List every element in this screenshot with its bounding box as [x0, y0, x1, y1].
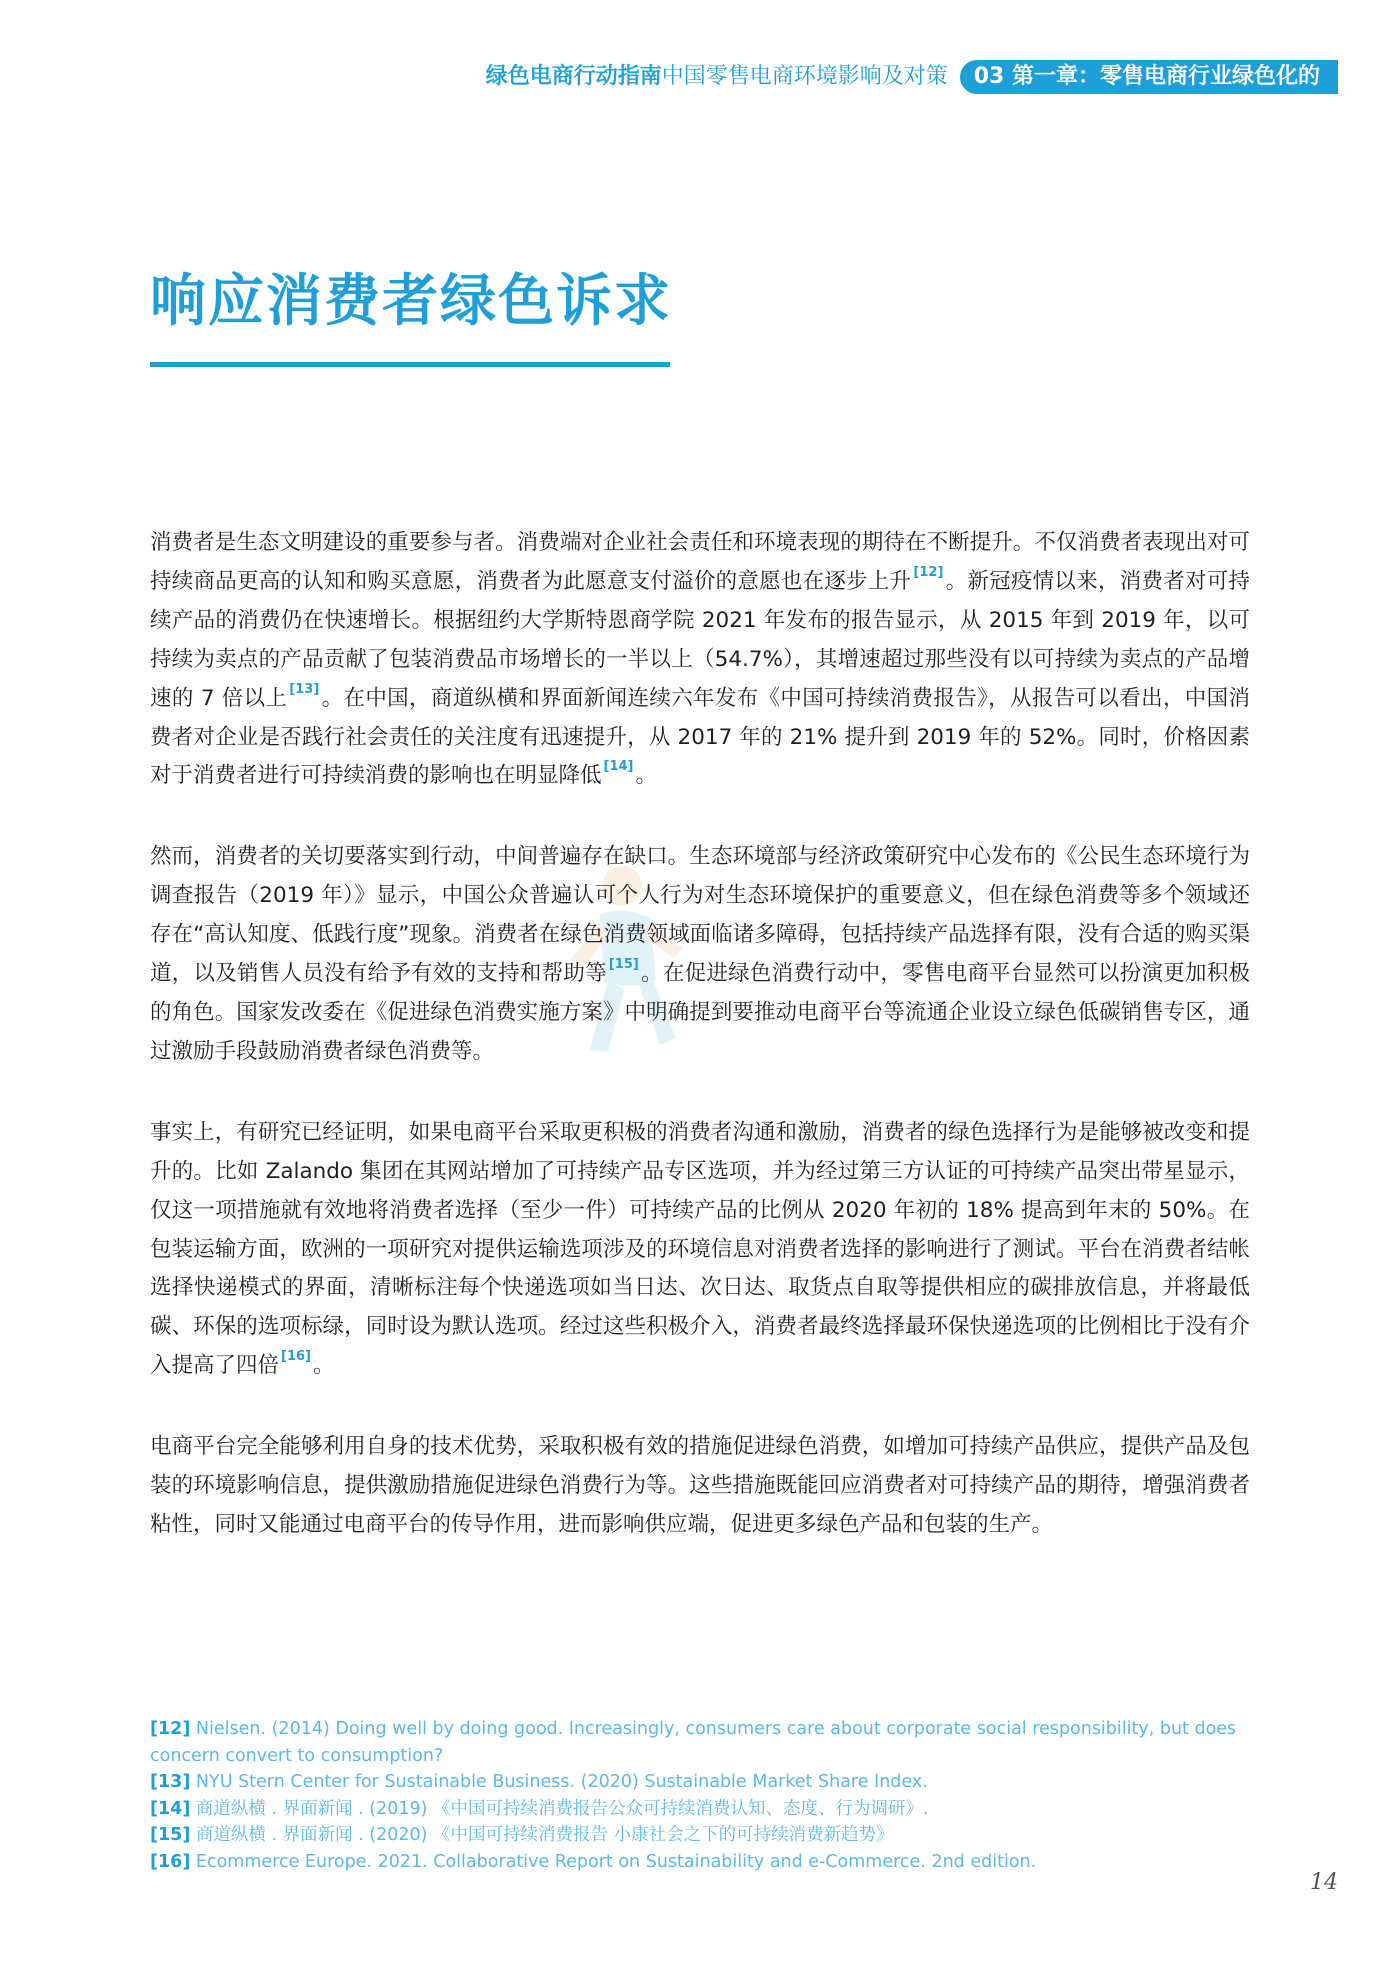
footnote-text: 商道纵横 . 界面新闻 . (2020) 《中国可持续消费报告 小康社会之下的可持续消费新趋势》 — [190, 1825, 894, 1845]
footnote-text: Ecommerce Europe. 2021. Collaborative Report on Sustainability and e-Commerce. 2nd edition. — [190, 1851, 1037, 1872]
footnote-item — [150, 1769, 1260, 1796]
paragraph-text: 。新冠疫情以来，消费者对可持续产品的消费仍在快速增长。根据纽约大学斯特恩商学院 2021 年发布的报告显示，从 2015 年到 2019 年，以可持续为卖点的产品贡献了包装消费品市场增长的一半以上（54.7%），其增速超过那些没有以可持续为卖点的产品增速的 7 倍以上 — [150, 568, 1250, 711]
footnote-number: [15] — [150, 1825, 191, 1845]
footnote-text: Nielsen. (2014) Doing well by doing good. Increasingly, consumers care about corporate social responsibility, but does concern convert to consumption? — [150, 1719, 1237, 1766]
footnote-number: [12] — [150, 1719, 191, 1739]
paragraph-text: 。 — [313, 1353, 335, 1379]
footnote-reference[interactable]: [12] — [913, 564, 944, 580]
page-number: 14 — [1310, 1870, 1338, 1895]
footnote-number: [13] — [150, 1772, 191, 1792]
paragraph-2 — [150, 838, 1250, 1071]
header-chapter-badge: 03 第一章：零售电商行业绿色化的 — [960, 60, 1338, 94]
footnote-reference[interactable]: [15] — [608, 957, 639, 973]
title-underline — [150, 362, 670, 367]
paragraph-text: 。在中国，商道纵横和界面新闻连续六年发布《中国可持续消费报告》，从报告可以看出，中国消费者对企业是否践行社会责任的关注度有迅速提升，从 2017 年的 21% 提升到 2019 年的 52%。同时，价格因素对于消费者进行可持续消费的影响也在明显降低 — [150, 685, 1250, 789]
footnote-item — [150, 1796, 1260, 1823]
paragraph-text: 事实上，有研究已经证明，如果电商平台采取更积极的消费者沟通和激励，消费者的绿色选择行为是能够被改变和提升的。比如 Zalando 集团在其网站增加了可持续产品专区选项，并为经过第三方认证的可持续产品突出带星显示，仅这一项措施就有效地将消费者选择（至少一件）可持续产品的比例从 2020 年初的 18% 提高到年末的 50%。在包装运输方面，欧洲的一项研究对提供运输选项涉及的环境信息对消费者选择的影响进行了测试。平台在消费者结帐选择快递模式的界面，清晰标注每个快递选项如当日达、次日达、取货点自取等提供相应的碳排放信息，并将最低碳、环保的选项标绿，同时设为默认选项。经过这些积极介入，消费者最终选择最环保快递选项的比例相比于没有介入提高了四倍 — [150, 1119, 1250, 1379]
page-title: 响应消费者绿色诉求 — [150, 269, 672, 334]
footnote-item — [150, 1849, 1260, 1876]
footnote-text: 商道纵横 . 界面新闻 . (2019) 《中国可持续消费报告公众可持续消费认知、态度、行为调研》. — [190, 1798, 929, 1819]
footnote-item — [150, 1822, 1260, 1849]
paragraph-text: 。 — [635, 763, 658, 789]
paragraph-text: 消费者是生态文明建设的重要参与者。消费端对企业社会责任和环境表现的期待在不断提升。不仅消费者表现出对可持续商品更高的认知和购买意愿，消费者为此愿意支付溢价的意愿也在逐步上升 — [150, 530, 1250, 594]
paragraph-text: 然而，消费者的关切要落实到行动，中间普遍存在缺口。生态环境部与经济政策研究中心发布的《公民生态环境行为调查报告（2019 年）》显示，中国公众普遍认可个人行为对生态环境保护的重要意义，但在绿色消费等多个领域还存在“高认知度、低践行度”现象。消费者在绿色消费领域面临诸多障碍，包括持续产品选择有限，没有合适的购买渠道，以及销售人员没有给予有效的支持和帮助等 — [150, 844, 1250, 987]
paragraph-1 — [150, 524, 1250, 796]
footnote-number: [16] — [150, 1851, 191, 1872]
running-header — [486, 60, 1338, 94]
paragraph-text: 。在促进绿色消费行动中，零售电商平台显然可以扮演更加积极的角色。国家发改委在《促进绿色消费实施方案》中明确提到要推动电商平台等流通企业设立绿色低碳销售专区，通过激励手段鼓励消费者绿色消费等。 — [150, 961, 1250, 1064]
header-subtitle: 中国零售电商环境影响及对策 — [661, 64, 948, 89]
footnote-reference[interactable]: [16] — [281, 1349, 311, 1365]
paragraph-text: 电商平台完全能够利用自身的技术优势，采取积极有效的措施促进绿色消费，如增加可持续产品供应，提供产品及包装的环境影响信息，提供激励措施促进绿色消费行为等。这些措施既能回应消费者对可持续产品的期待，增强消费者粘性，同时又能通过电商平台的传导作用，进而影响供应端，促进更多绿色产品和包装的生产。 — [150, 1434, 1250, 1537]
header-brand: 绿色电商行动指南 — [485, 64, 662, 89]
footnote-number: [14] — [150, 1798, 191, 1819]
paragraph-4 — [150, 1428, 1250, 1545]
body-text — [150, 524, 1250, 1587]
paragraph-3 — [150, 1114, 1250, 1386]
footnote-reference[interactable]: [14] — [603, 759, 634, 775]
footnote-item — [150, 1716, 1260, 1769]
footnote-text: NYU Stern Center for Sustainable Business. (2020) Sustainable Market Share Index. — [190, 1772, 928, 1792]
footnotes — [150, 1716, 1260, 1875]
footnote-reference[interactable]: [13] — [289, 681, 320, 697]
